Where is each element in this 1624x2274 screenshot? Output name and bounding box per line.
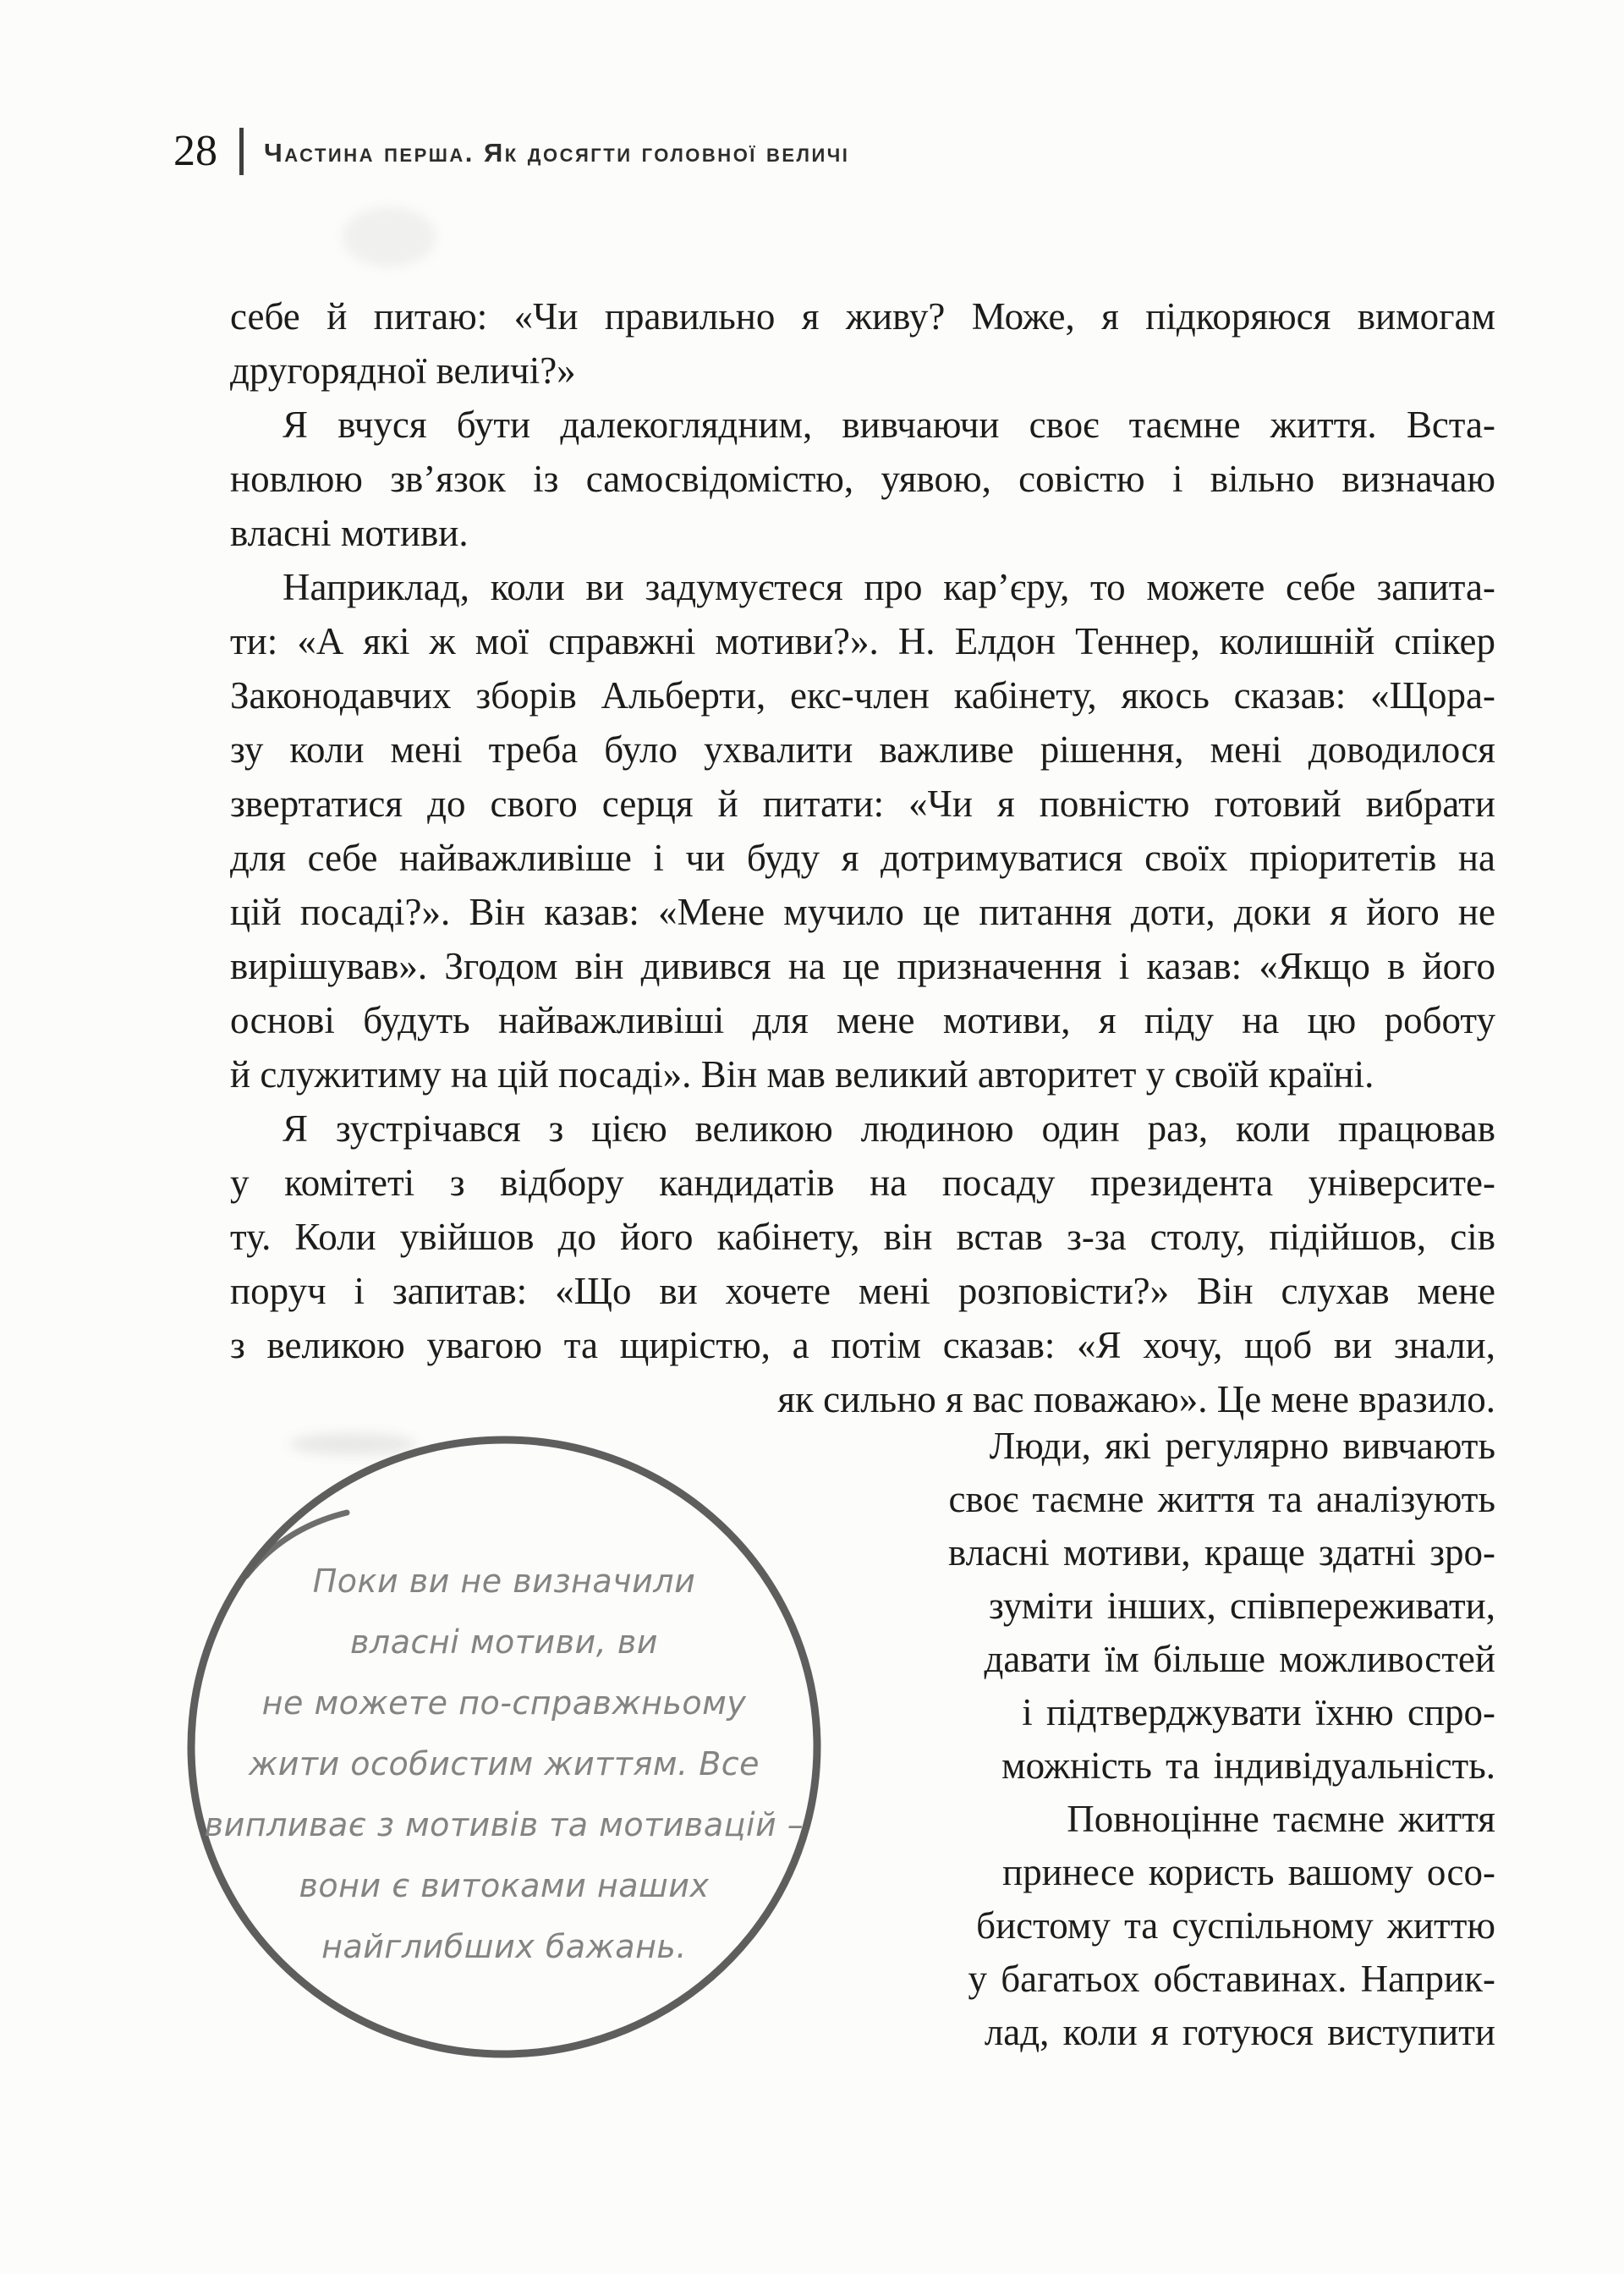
text-line: ти: «А які ж мої справжні мотиви?». Н. Елдон Теннер, колишній спікер xyxy=(230,620,1495,662)
note-line: випливає з мотивів та мотивацій – xyxy=(204,1806,804,1843)
text-line: давати їм більше можливостей xyxy=(984,1638,1495,1680)
note-line: власні мотиви, ви xyxy=(350,1623,658,1661)
text-line: з великою увагою та щирістю, а потім сказав: «Я хочу, щоб ви знали, xyxy=(230,1324,1495,1366)
scan-smudge xyxy=(343,207,436,266)
text-line: власні мотиви. xyxy=(230,512,469,554)
text-line: Наприклад, коли ви задумуєтеся про кар’єру, то можете себе запита- xyxy=(283,566,1495,608)
body-text xyxy=(230,289,1495,1426)
text-line: Я зустрічався з цією великою людиною один раз, коли працював xyxy=(283,1107,1495,1150)
note-line: найглибших бажань. xyxy=(321,1928,687,1965)
page-number: 28 xyxy=(173,127,217,175)
text-line: для себе найважливіше і чи буду я дотримуватися своїх пріоритетів на xyxy=(230,837,1495,879)
note-line: не можете по-справжньому xyxy=(261,1684,747,1722)
text-line: звертатися до свого серця й питати: «Чи я повністю готовий вибрати xyxy=(230,783,1495,825)
header-title: Частина перша. Як досягти головної величі xyxy=(264,138,850,168)
text-line: основі будуть найважливіші для мене мотиви, я піду на цю роботу xyxy=(230,999,1495,1041)
text-line: ту. Коли увійшов до його кабінету, він встав з-за столу, підійшов, сів xyxy=(230,1216,1495,1258)
text-line: власні мотиви, краще здатні зро- xyxy=(948,1531,1495,1574)
text-line: поруч і запитав: «Що ви хочете мені розповісти?» Він слухав мене xyxy=(230,1270,1495,1312)
text-line: принесе користь вашому осо- xyxy=(1002,1851,1495,1893)
text-line: можність та індивідуальність. xyxy=(1001,1744,1495,1787)
note-line: Поки ви не визначили xyxy=(312,1563,696,1600)
text-line: й служитиму на цій посаді». Він мав великий авторитет у своїй країні. xyxy=(230,1053,1374,1096)
text-line: цій посаді?». Він казав: «Мене мучило це питання доти, доки я його не xyxy=(230,891,1495,933)
note-line: вони є витоками наших xyxy=(299,1867,710,1904)
page-header xyxy=(173,125,849,178)
text-line: лад, коли я готуюся виступити xyxy=(984,2011,1495,2053)
text-line: і підтверджувати їхню спро- xyxy=(1022,1691,1495,1733)
text-line: другорядної величі?» xyxy=(230,349,576,392)
text-line: бистому та суспільному життю xyxy=(976,1904,1495,1947)
text-line: новлюю зв’язок із самосвідомістю, уявою, совістю і вільно визначаю xyxy=(230,458,1495,500)
header-divider xyxy=(239,128,244,175)
text-line: Я вчуся бути далекоглядним, вивчаючи своє таємне життя. Вста- xyxy=(283,404,1495,446)
text-line: зуміти інших, співпереживати, xyxy=(989,1585,1495,1627)
text-line: зу коли мені треба було ухвалити важливе рішення, мені доводилося xyxy=(230,728,1495,771)
note-line: жити особистим життям. Все xyxy=(248,1745,760,1782)
text-line: Люди, які регулярно вивчають xyxy=(989,1425,1495,1467)
text-line: Законодавчих зборів Альберти, екс-член кабінету, якось сказав: «Щора- xyxy=(230,674,1495,717)
text-line: себе й питаю: «Чи правильно я живу? Може, я підкоряюся вимогам xyxy=(230,295,1495,338)
text-line: як сильно я вас поважаю». Це мене вразило. xyxy=(777,1378,1495,1420)
circle-note xyxy=(200,1551,809,1977)
text-line: у багатьох обставинах. Наприк- xyxy=(968,1958,1495,2000)
text-line: Повноцінне таємне життя xyxy=(1067,1798,1495,1840)
text-line: вирішував». Згодом він дивився на це призначення і казав: «Якщо в його xyxy=(230,945,1495,987)
text-line: своє таємне життя та аналізують xyxy=(948,1478,1495,1520)
text-line: у комітеті з відбору кандидатів на посаду президента університе- xyxy=(230,1162,1495,1204)
